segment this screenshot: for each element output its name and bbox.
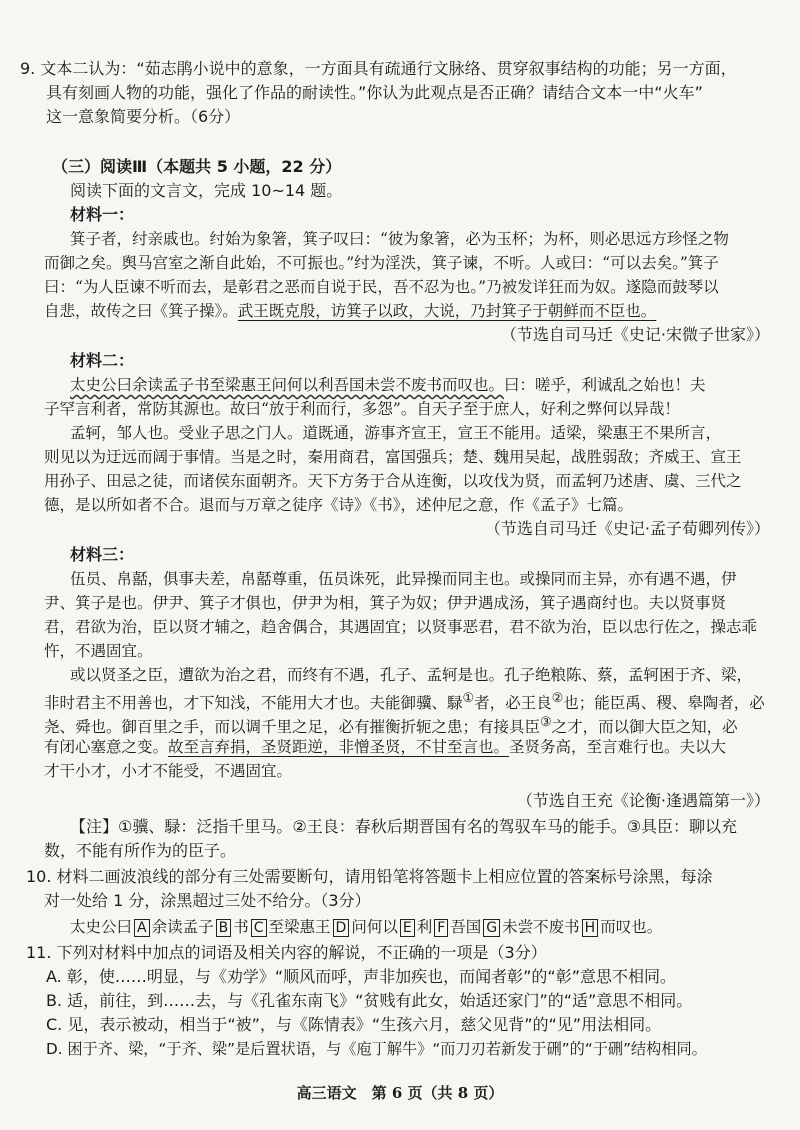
m3-line-4: 忤，不遇固宜。 — [44, 642, 153, 660]
m3-line-3: 君，君欲为治，臣以贤才辅之，趋舍偶合，其遇固宜；以贤事恶君，君不欲为治，臣以忠行佐之，操志乖 — [44, 618, 758, 636]
m2-wavy-passage: 太史公曰余读孟子书至梁惠王问何以利吾国未尝不废书而叹也。 — [70, 376, 505, 394]
page-footer: 高三语文 第 6 页（共 8 页） — [296, 1084, 504, 1102]
m1-line-1: 箕子者，纣亲戚也。纣始为象箸，箕子叹曰：“彼为象箸，必为玉杯；为杯，则必思远方珍怪之物 — [70, 230, 729, 248]
note-ref-1: ① — [462, 691, 475, 706]
q11-stem: 11. 下列对材料中加点的词语及相关内容的解说，不正确的一项是（3分） — [26, 943, 547, 962]
answer-box-a[interactable]: A — [134, 919, 150, 937]
m1-line-4 — [44, 300, 656, 322]
q9-line-1: 9. 文本二认为：“茹志鹃小说中的意象，一方面具有疏通行文脉络、贯穿叙事结构的功能；另一方面， — [20, 59, 737, 78]
m3-source: （节选自王充《论衡·逢遇篇第一》） — [516, 791, 770, 810]
m3-line-7 — [44, 712, 738, 738]
m2-line-1 — [70, 374, 706, 396]
q9-line-2: 具有刻画人物的功能，强化了作品的耐读性。”你认为此观点是否正确？请结合文本一中“火车” — [46, 83, 703, 102]
m3-line-6 — [44, 688, 765, 714]
material-1-label: 材料一： — [70, 205, 135, 224]
answer-box-f[interactable]: F — [434, 919, 448, 937]
m1-underlined-sentence: 武王既克殷，访箕子以政，大说，乃封箕子于朝鲜而不臣也。 — [237, 302, 657, 320]
material-3-label: 材料三： — [70, 545, 135, 564]
material-2-label: 材料二： — [70, 351, 135, 370]
q10-sentence — [70, 916, 662, 938]
q10-seg-5: 利 — [416, 918, 433, 936]
m1-line-2: 而御之矣。舆马宫室之渐自此始，不可振也。”纣为淫泆，箕子谏，不听。人或曰：“可以去矣。”箕子 — [44, 254, 719, 272]
q10-seg-6: 吾国 — [450, 918, 482, 936]
m3-line-6-c: 也；能臣禹、稷、皋陶者，必 — [563, 694, 765, 713]
answer-box-e[interactable]: E — [400, 919, 415, 937]
m3-line-7-b: 之才，而以御大臣之知，必 — [551, 718, 738, 737]
q11-option-b[interactable]: B. 适，前往，到……去，与《孔雀东南飞》“贫贱有此女，始适还家门”的“适”意思不相同。 — [46, 991, 693, 1010]
m3-line-2: 尹、箕子是也。伊尹、箕子才俱也，伊尹为相，箕子为奴；伊尹遇成汤，箕子遇商纣也。夫以贤事贤 — [44, 594, 727, 612]
m3-line-9: 才干小才，小才不能受，不遇固宜。 — [44, 762, 293, 780]
answer-box-d[interactable]: D — [333, 919, 350, 937]
m3-line-7-a: 尧、舜也。御百里之手，而以调千里之足，必有摧衡折轭之患；有接具臣 — [44, 718, 541, 737]
m2-line-2: 子罕言利者，常防其源也。故曰“放于利而行，多怨”。自天子至于庶人，好利之弊何以异哉！ — [44, 400, 680, 418]
m3-line-5: 或以贤圣之臣，遭欲为治之君，而终有不遇，孔子、孟轲是也。孔子绝粮陈、蔡，孟轲困于齐、梁， — [70, 666, 753, 684]
m3-line-8 — [44, 736, 726, 758]
note-ref-3: ③ — [540, 715, 552, 730]
m3-underlined-sentence: 故至言弃捐，圣贤距逆，非憎圣贤，不甘至言也。 — [168, 738, 510, 756]
m3-line-8-c: 圣贤务高，至言难行也。夫以大 — [509, 738, 727, 756]
q10-seg-3: 至梁惠王 — [268, 918, 331, 936]
q9-line-3: 这一意象简要分析。（6分） — [46, 107, 241, 126]
q10-line-2: 对一处给 1 分，涂黑超过三处不给分。（3分） — [44, 891, 371, 910]
m3-line-6-a: 非时君主不用善也，才下知浅，不能用大才也。夫能御骥、騄 — [44, 694, 463, 713]
m2-line-1-rest: 曰：嗟乎，利诚乱之始也！夫 — [504, 376, 706, 394]
answer-box-b[interactable]: B — [216, 919, 232, 937]
m1-line-4-text: 自悲，故传之曰《箕子操》。 — [44, 302, 238, 320]
section-heading: （三）阅读Ⅲ（本题共 5 小题，22 分） — [52, 157, 342, 176]
notes-line-1: 【注】①骥、騄：泛指千里马。②王良：春秋后期晋国有名的驾驭车马的能手。③具臣：聊以充 — [70, 817, 738, 836]
q10-seg-8: 而叹也。 — [600, 918, 663, 936]
m2-line-4: 则见以为迂远而阔于事情。当是之时，秦用商君，富国强兵；楚、魏用吴起，战胜弱敌；齐威王、宣王 — [44, 448, 742, 466]
m1-line-3: 曰：“为人臣谏不听而去，是彰君之恶而自说于民，吾不忍为也。”乃被发详狂而为奴。遂隐而鼓琴以 — [44, 278, 719, 296]
m3-line-6-b: 者，必王良 — [474, 694, 552, 713]
note-ref-2: ② — [551, 691, 564, 706]
q11-option-d[interactable]: D. 困于齐、梁，“于齐、梁”是后置状语，与《庖丁解牛》“而刀刃若新发于硎”的“于硎”结构相同。 — [46, 1040, 707, 1058]
q11-option-a[interactable]: A. 彰，使……明显，与《劝学》“顺风而呼，声非加疾也，而闻者彰”的“彰”意思不相同。 — [46, 967, 676, 986]
m2-line-3: 孟轲，邹人也。受业子思之门人。道既通，游事齐宣王，宣王不能用。适梁，梁惠王不果所言， — [70, 424, 722, 442]
m2-line-5: 用孙子、田忌之徒，而诸侯东面朝齐。天下方务于合从连衡，以攻伐为贤，而孟轲乃述唐、虞、三代之 — [44, 472, 742, 490]
q10-line-1: 10. 材料二画波浪线的部分有三处需要断句，请用铅笔将答题卡上相应位置的答案标号涂黑，每涂 — [26, 867, 713, 886]
q10-seg-0: 太史公曰 — [70, 918, 133, 936]
section-instruction: 阅读下面的文言文，完成 10~14 题。 — [70, 181, 343, 200]
m2-line-6: 德，是以所如者不合。退而与万章之徒序《诗》《书》，述仲尼之意，作《孟子》七篇。 — [44, 496, 634, 514]
q10-seg-7: 未尝不废书 — [502, 918, 580, 936]
q10-seg-2: 书 — [233, 918, 249, 936]
answer-box-c[interactable]: C — [251, 919, 267, 937]
q10-seg-1: 余读孟子 — [151, 918, 214, 936]
m2-source: （节选自司马迁《史记·孟子荀卿列传》） — [484, 519, 770, 538]
answer-box-g[interactable]: G — [483, 919, 500, 937]
m3-line-1: 伍员、帛嚭，俱事夫差，帛嚭尊重，伍员诛死，此异操而同主也。或操同而主异，亦有遇不遇，伊 — [70, 570, 737, 588]
m3-line-8-a: 有闭心塞意之变。 — [44, 738, 169, 756]
notes-line-2: 数，不能有所作为的臣子。 — [44, 841, 237, 860]
q11-option-c[interactable]: C. 见，表示被动，相当于“被”，与《陈情表》“生孩六月，慈父见背”的“见”用法相同。 — [46, 1015, 662, 1034]
answer-box-h[interactable]: H — [582, 919, 599, 937]
q10-seg-4: 问何以 — [351, 918, 398, 936]
m1-source: （节选自司马迁《史记·宋微子世家》） — [500, 325, 770, 344]
